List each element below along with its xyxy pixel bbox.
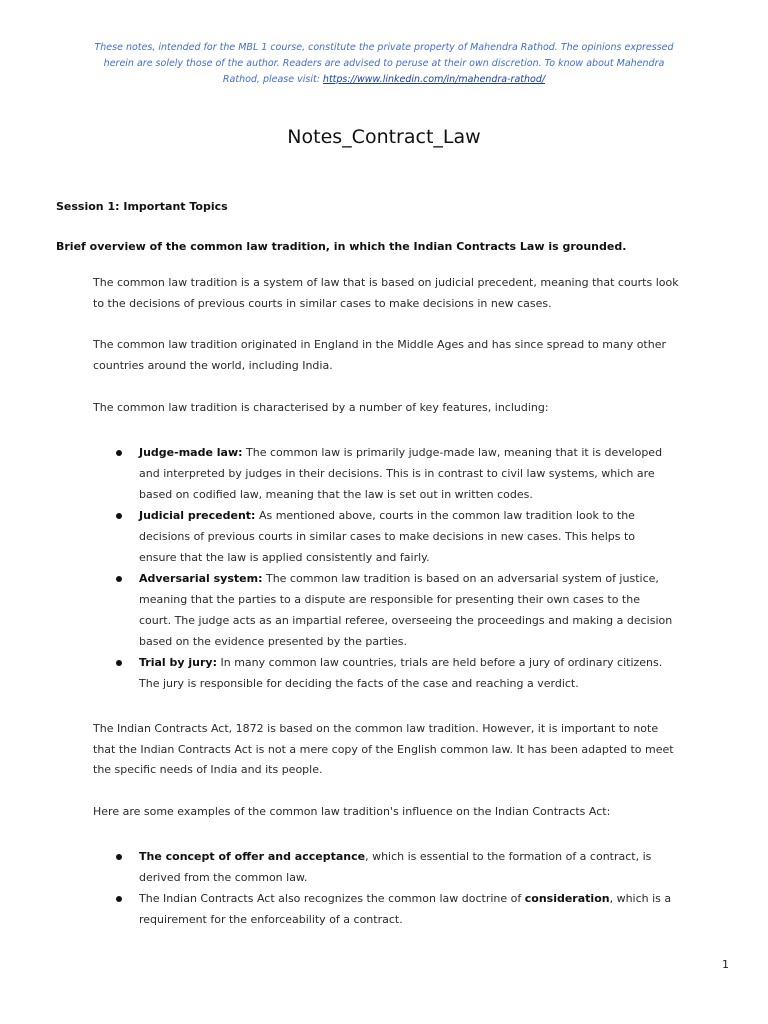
example-post: , which is a requirement for the enforceability of a contract. [139,892,672,926]
list-item [114,888,674,930]
examples-list [114,846,674,930]
list-item [114,652,674,694]
features-list [114,442,674,694]
session-heading: Session 1: Important Topics [56,200,228,213]
example-bold: consideration [524,892,610,905]
bullet-icon [116,854,122,860]
list-item [114,442,674,505]
page-number: 1 [722,958,729,971]
list-item [114,846,674,888]
paragraph-4: The Indian Contracts Act, 1872 is based on the common law tradition. However, it is important to note that the Indian Contracts Act is not a mere copy of the English common law. It has been adapted to meet the specific needs of India and its people. [93,722,674,776]
feature-term: Judicial precedent: [139,509,256,522]
paragraph-1: The common law tradition is a system of law that is based on judicial precedent, meaning that courts look to the decisions of previous courts in similar cases to make decisions in new cases. [93,276,679,310]
example-bold: The concept of offer and acceptance [139,850,366,863]
example-post: , which is essential to the formation of a contract, is derived from the common law. [139,850,652,884]
feature-text: The common law tradition is based on an adversarial system of justice, meaning that the parties to a dispute are responsible for presenting their own cases to the court. The judge acts as an impartial referee, overseeing the proceedings and making a decision based on the evidence presented by the parties. [139,572,673,648]
paragraph-3: The common law tradition is characterised by a number of key features, including: [93,401,549,414]
feature-term: Trial by jury: [139,656,217,669]
paragraph-2: The common law tradition originated in England in the Middle Ages and has since spread to many other countries around the world, including India. [93,338,666,372]
overview-heading: Brief overview of the common law tradition, in which the Indian Contracts Law is grounded. [56,240,627,253]
feature-text: The common law is primarily judge-made law, meaning that it is developed and interpreted by judges in their decisions. This is in contrast to civil law systems, which are based on codified law, meaning that the law is set out in written codes. [139,446,663,501]
bullet-icon [116,896,122,902]
list-item [114,505,674,568]
feature-term: Adversarial system: [139,572,263,585]
feature-text: As mentioned above, courts in the common law tradition look to the decisions of previous courts in similar cases to make decisions in new cases. This helps to ensure that the law is applied consistently and fairly. [139,509,636,564]
bullet-icon [116,513,122,519]
paragraph-5: Here are some examples of the common law tradition's influence on the Indian Contracts Act: [93,805,611,818]
disclaimer [90,40,678,88]
linkedin-link[interactable]: https://www.linkedin.com/in/mahendra-rathod/ [322,74,546,85]
bullet-icon [116,576,122,582]
example-pre: The Indian Contracts Act also recognizes the common law doctrine of [139,892,525,905]
bullet-icon [116,450,122,456]
document-title: Notes_Contract_Law [287,126,481,148]
bullet-icon [116,660,122,666]
feature-text: In many common law countries, trials are held before a jury of ordinary citizens. The jury is responsible for deciding the facts of the case and reaching a verdict. [139,656,663,690]
disclaimer-text: These notes, intended for the MBL 1 course, constitute the private property of Mahendra Rathod. The opinions expressed herein are solely those of the author. Readers are advised to peruse at their own discretion. To know about Mahendra Rathod, please visit: [94,42,674,85]
list-item [114,568,674,652]
feature-term: Judge-made law: [139,446,243,459]
